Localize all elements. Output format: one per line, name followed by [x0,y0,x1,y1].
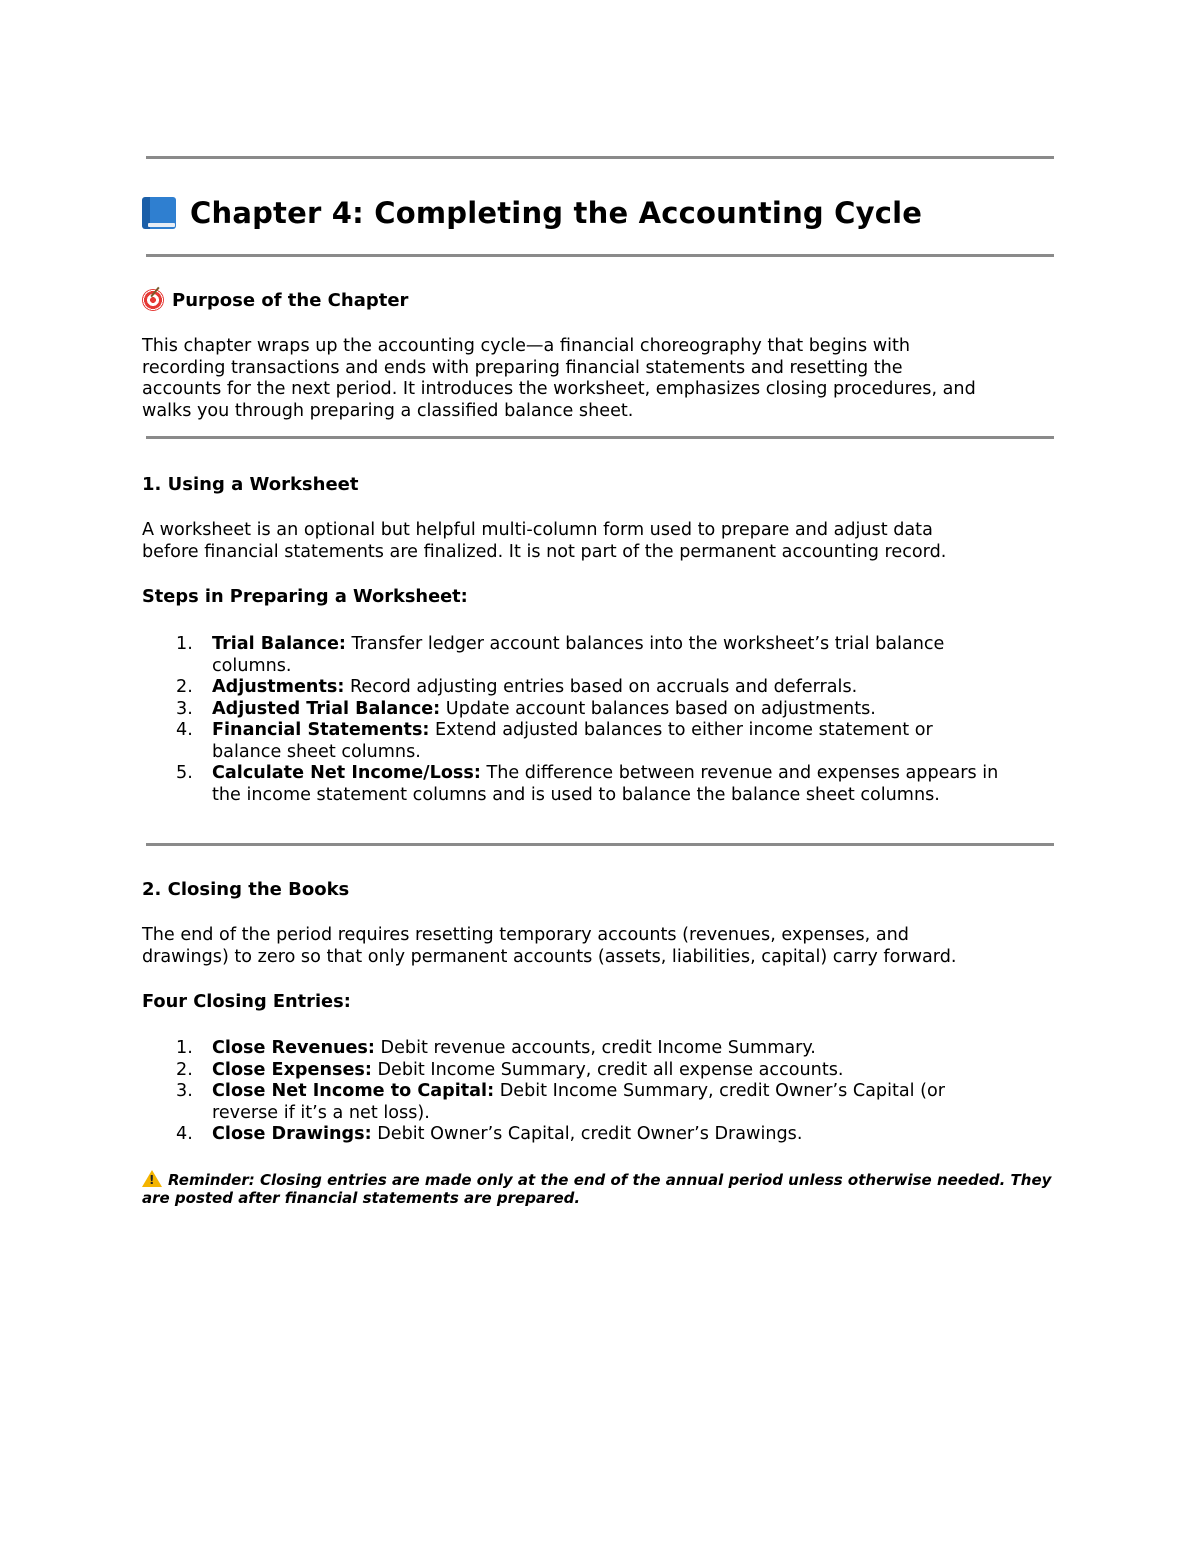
worksheet-heading-text: 1. Using a Worksheet [142,474,359,495]
reminder-note [142,1170,1051,1207]
entry-number: 4. [176,1124,193,1144]
list-item [142,1038,945,1060]
step-text: Record adjusting entries based on accruals and deferrals. [344,677,858,697]
purpose-line: accounts for the next period. It introduces the worksheet, emphasizes closing procedures, and [142,379,976,399]
reminder-text-continued: are posted after financial statements are prepared. [142,1188,581,1207]
entry-number: 2. [176,1059,193,1080]
step-number: 1. [176,634,193,654]
closing-line: The end of the period requires resetting temporary accounts (revenues, expenses, and [142,925,909,945]
target-icon [142,289,164,311]
entry-term: Close Drawings: [212,1124,372,1144]
closing-heading-text: 2. Closing the Books [142,879,350,900]
step-text: Transfer ledger account balances into the worksheet’s trial balance [345,634,945,654]
entry-text: Debit revenue accounts, credit Income Summary. [374,1038,816,1058]
step-term: Adjusted Trial Balance: [212,698,441,719]
list-item [142,1060,945,1082]
step-term: Financial Statements: [212,720,430,740]
reminder-text: Closing entries are made only at the end of the annual period unless otherwise needed. They [254,1171,1052,1189]
entry-text: Debit Income Summary, credit all expense accounts. [371,1059,844,1080]
purpose-line: This chapter wraps up the accounting cycle—a financial choreography that begins with [142,336,911,356]
section-divider [146,436,1054,439]
closing-entries-list [142,1038,945,1146]
step-term: Trial Balance: [212,634,346,654]
step-text: Extend adjusted balances to either income statement or [429,720,933,740]
entry-continuation: reverse if it’s a net loss). [212,1102,430,1123]
step-number: 3. [176,698,193,719]
closing-heading [142,879,349,900]
purpose-line: walks you through preparing a classified balance sheet. [142,400,634,421]
step-continuation: columns. [212,655,292,676]
entries-label: Four Closing Entries: [142,991,351,1012]
list-item [142,763,998,806]
entry-text: Debit Income Summary, credit Owner’s Capital (or [494,1081,946,1101]
step-text: Update account balances based on adjustments. [440,698,876,719]
list-item [142,1081,945,1124]
step-continuation: the income statement columns and is used to balance the balance sheet columns. [212,784,940,805]
entry-term: Close Expenses: [212,1059,372,1080]
top-divider [146,156,1054,159]
section-divider [146,843,1054,846]
entry-term: Close Net Income to Capital: [212,1081,495,1101]
entry-text: Debit Owner’s Capital, credit Owner’s Drawings. [371,1124,803,1144]
steps-label: Steps in Preparing a Worksheet: [142,586,468,607]
list-item [142,720,998,763]
step-continuation: balance sheet columns. [212,741,421,762]
warning-icon [142,1170,162,1187]
entry-term: Close Revenues: [212,1038,375,1058]
step-term: Calculate Net Income/Loss: [212,763,481,783]
title-divider [146,254,1054,257]
closing-line: drawings) to zero so that only permanent accounts (assets, liabilities, capital) carry forward. [142,946,957,967]
purpose-line: recording transactions and ends with preparing financial statements and resetting the [142,357,903,378]
step-number: 5. [176,763,193,783]
purpose-heading-text: Purpose of the Chapter [172,289,409,311]
step-number: 4. [176,720,193,740]
worksheet-steps-list [142,634,998,806]
title-text: Chapter 4: Completing the Accounting Cycle [190,196,923,230]
list-item [142,1124,945,1146]
step-term: Adjustments: [212,677,345,697]
document-page [142,0,1056,1553]
purpose-paragraph [142,336,1056,422]
page-title [142,196,922,230]
entry-number: 1. [176,1038,193,1058]
list-item [142,677,998,699]
step-text: The difference between revenue and expenses appears in [480,763,999,783]
worksheet-heading [142,474,358,495]
worksheet-line: before financial statements are finalized. It is not part of the permanent accounting record. [142,541,947,562]
list-item [142,699,998,721]
list-item [142,634,998,677]
reminder-label: Reminder: [168,1171,255,1189]
entry-number: 3. [176,1081,193,1101]
worksheet-line: A worksheet is an optional but helpful multi-column form used to prepare and adjust data [142,520,933,540]
worksheet-paragraph [142,520,1056,563]
closing-paragraph [142,925,1056,968]
book-icon [142,197,176,229]
purpose-heading [142,289,408,311]
step-number: 2. [176,677,193,697]
